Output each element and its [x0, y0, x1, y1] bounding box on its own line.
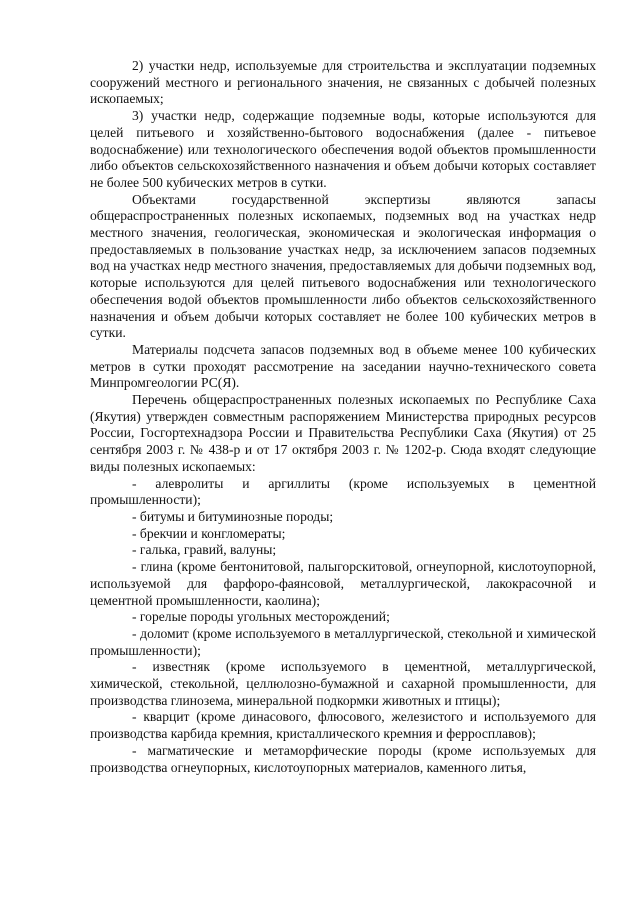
- list-item: - известняк (кроме используемого в цементной, металлургической, химической, стекольной, целлюлозно-бумажной и сахарной промышленности, для производства глинозема, минеральной подкормки животных и птицы);: [90, 659, 596, 708]
- list-item: - алевролиты и аргиллиты (кроме используемых в цементной промышленности);: [90, 475, 596, 508]
- paragraph: Перечень общераспространенных полезных ископаемых по Республике Саха (Якутия) утвержден совместным распоряжением Министерства природных ресурсов России, Госгортехнадзора России и Правительства Республики Саха (Якутия) от 25 сентября 2003 г. № 438-р и от 17 октября 2003 г. № 1202-р. Сюда входят следующие виды полезных ископаемых:: [90, 392, 596, 474]
- paragraph: 3) участки недр, содержащие подземные воды, которые используются для целей питьевого и хозяйственно-бытового водоснабжения (далее - питьевое водоснабжение) или технологического обеспечения водой объектов промышленности либо объектов сельскохозяйственного назначения и объем добычи которых составляет не более 500 кубических метров в сутки.: [90, 108, 596, 190]
- list-item: - магматические и метаморфические породы (кроме используемых для производства огнеупорных, кислотоупорных материалов, каменного литья,: [90, 742, 596, 775]
- list-item: - горелые породы угольных месторождений;: [132, 609, 390, 625]
- paragraph: Материалы подсчета запасов подземных вод в объеме менее 100 кубических метров в сутки проходят рассмотрение на заседании научно-технического совета Минпромгеологии РС(Я).: [90, 341, 596, 391]
- list-item: - галька, гравий, валуны;: [132, 542, 277, 558]
- list-item: - кварцит (кроме динасового, флюсового, железистого и используемого для производства карбида кремния, кристаллического кремния и ферросплавов);: [90, 709, 596, 742]
- paragraph: 2) участки недр, используемые для строительства и эксплуатации подземных сооружений местного и регионального значения, не связанных с добычей полезных ископаемых;: [90, 58, 596, 107]
- paragraph: Объектами государственной экспертизы являются запасы общераспространенных полезных ископаемых, подземных вод на участках недр местного значения, геологическая, экономическая и экологическая информация о предоставляемых в пользование участках недр, за исключением запасов подземных вод на участках недр местного значения, предоставляемых для добычи подземных вод, которые используются для целей питьевого водоснабжения или технологического обеспечения водой объектов промышленности либо объектов сельскохозяйственного назначения и объем добычи которых составляет не более 100 кубических метров в сутки.: [90, 191, 596, 341]
- list-item: - брекчии и конгломераты;: [132, 525, 286, 541]
- document-page: [90, 58, 596, 776]
- list-item: - глина (кроме бентонитовой, палыгорскитовой, огнеупорной, кислотоупорной, используемой для фарфоро-фаянсовой, металлургической, лакокрасочной и цементной промышленности, каолина);: [90, 559, 596, 608]
- list-item: - битумы и битуминозные породы;: [132, 508, 334, 524]
- list-item: - доломит (кроме используемого в металлургической, стекольной и химической промышленности);: [90, 625, 596, 658]
- mineral-list: [90, 476, 596, 777]
